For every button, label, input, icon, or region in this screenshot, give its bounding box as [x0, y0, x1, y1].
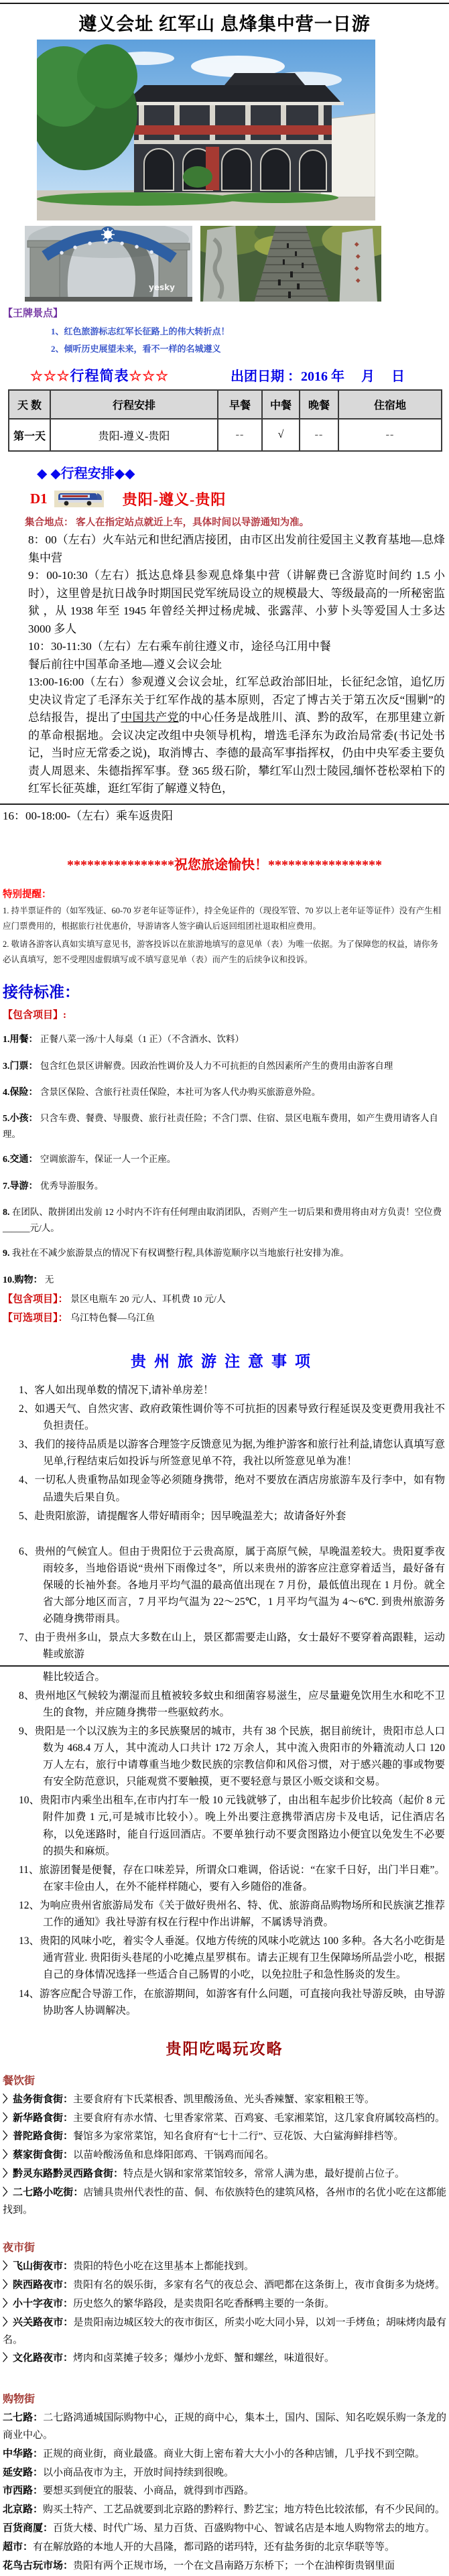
item-text: 正餐八菜一汤/十人每桌（1 正）（不含酒水、饮料）	[40, 1034, 245, 1045]
reception-item	[3, 1205, 446, 1235]
photo-zunyi-conference-site	[37, 40, 375, 220]
zunyi-building-illustration	[37, 40, 375, 220]
street-item	[3, 2465, 446, 2482]
highlight-item: 2、倾听历史展望未来，看不一样的名城遵义	[51, 344, 221, 354]
street-item	[3, 2350, 446, 2368]
street-label: 〉小十字夜市：	[3, 2298, 74, 2309]
street-label: 〉二七路小吃街：	[3, 2187, 84, 2198]
item-text: 无	[44, 1274, 54, 1285]
shopping-street-list	[3, 2410, 446, 2575]
itinerary-text: 的中心任务是战胜川、滇、黔的敌军，在那里建立新的革命根据地。会议决定改组中央领导机构，增选毛泽东为政治局常委(书记处书记，当时应无常委之说)，取消博古、李德的最高军事指挥权，仍由中央军委主要负责人周恩来、朱德指挥军事。登 365 级石阶，攀红军山烈士陵园,缅怀苍松翠柏下的红军长征英雄，逛红军街了解遵义特色，	[28, 711, 446, 795]
highlight-item: 1、红色旅游标志红军长征路上的伟大转折点！	[51, 326, 230, 336]
street-item	[3, 2128, 446, 2146]
itinerary-paragraph: 8：00（左右）火车站元和世纪酒店接团，由市区出发前往爱国主义教育基地—息烽集中营	[28, 533, 445, 564]
dining-street-list	[3, 2091, 446, 2219]
street-label: 〉黔灵东路黔灵西路食街：	[3, 2168, 124, 2179]
not-included-line	[3, 1292, 446, 1307]
item-text: 乌江特色餐—乌江鱼	[70, 1313, 155, 1324]
note-item: 1、客人如出现单数的情况下,请补单房差！	[19, 1384, 214, 1396]
street-label: 〉文化路夜市：	[3, 2353, 74, 2364]
street-label: 〉新华路食街：	[3, 2112, 74, 2124]
night-market-heading: 夜市街	[3, 2242, 36, 2254]
itinerary-paragraph: 9：00-10:30（左右）抵达息烽县参观息烽集中营（讲解费已含游览时间约 1.5 小时），这里曾是抗日战争时期国民党军统局设立的规模最大、等级最高的一所秘密监狱 ，从 1938 年至 1945 年曾经关押过杨虎城、张露萍、小萝卜头等爱国人士多达 3000 多人	[28, 569, 445, 635]
note-item: 5、赴贵阳旅游，请提醒客人带好晴雨伞；因早晚温差大；故请备好外套	[19, 1510, 346, 1522]
itinerary-heading: ◆ ◆行程安排◆◆	[37, 466, 135, 481]
item-label: 4.保险：	[3, 1088, 38, 1098]
svg-text:◆: ◆	[355, 253, 361, 260]
item-label: 10.购物：	[3, 1275, 43, 1285]
street-item	[3, 2558, 446, 2575]
svg-text:●: ●	[120, 241, 125, 246]
street-item	[3, 2539, 446, 2557]
highlights-section	[0, 306, 449, 355]
note-item: 6、贵州的气候宜人。但由于贵阳位于云贵高原，属于高原气候，早晚温差较大。贵阳夏季夜雨较多，当地俗语说“贵州下雨像过冬”，所以来贵州的游客应注意穿着适当，最好备有保暖的长袖外套。各地月平均气温的最高值出现在 7 月份，最低值出现在 1 月份。就全省大部分地区而言，7 月平均气温为 22～25℃，1 月平均气温为 4～6℃. 到贵州旅游务必随身携带雨具。	[19, 1545, 445, 1625]
schedule-title-row	[30, 365, 449, 385]
street-text: 正规的商业街，商业最盛。商业大街上密布着大大小小的各种店铺，几乎找不到空隙。	[43, 2448, 426, 2459]
street-text: 特点是火锅和家常菜馆较多，常常人满为患，最好提前占位子。	[123, 2168, 405, 2179]
col-dinner: 晚餐	[300, 390, 338, 419]
itinerary-paragraph: 餐后前往中国革命圣地—遵义会议会址	[28, 657, 222, 671]
street-item	[3, 2185, 446, 2219]
item-text: 含景区保险、含旅行社责任保险，本社可为客人代办购买旅游意外险。	[40, 1087, 321, 1098]
street-label: 北京路：	[3, 2504, 44, 2516]
stars-left-icon: ☆☆☆	[30, 368, 70, 384]
photo-red-army-mountain-steps	[200, 226, 381, 302]
street-text: 购买土特产、工艺品就要到北京路的黔粹行、黔艺宝；地方特色比较浓郁，有不少民间的。	[43, 2504, 446, 2516]
photo-row	[25, 226, 449, 302]
item-text: 只含车费、餐费、导服费、旅行社责任险；不含门票、住宿、景区电瓶车费用，如产生费用请客人自理。	[3, 1113, 438, 1139]
note-item-continuation: 鞋比较适合。	[43, 1671, 106, 1683]
svg-text:◆: ◆	[354, 265, 359, 272]
item-label: 8.	[3, 1208, 10, 1218]
note-item: 9、贵阳是一个以汉族为主的多民族聚居的城市，共有 38 个民族，据目前统计，贵阳市总人口数为 468.4 万人，其中流动人口共计 172 万余人，其中流入贵阳市的外籍流动人口 120 万人左右，旅行中请尊重当地少数民族的宗教信仰和风俗习惯，对于感兴趣的事或物要有安全防范意识，只能观赏不要触摸，更不要轻意与景区小贩交谈和交易。	[19, 1725, 445, 1788]
special-notice-item: 1. 持半票证件的（如军残证、60-70 岁老年证等证件），持全免证件的（现役军管、70 岁以上老年证等证件）没有产生相应门票费用的，根据旅行社优惠价，导游请客人签字确认后返回组团社退取相应费用。	[3, 905, 442, 931]
itinerary-text: 13:00-16:00（左右）参观遵义会议会址，红军总政治部旧址，长征纪念馆，追忆历史决议肯定了毛泽东关于红军作战的基本原则，否定了博古关于第五次反“围剿”的总结报告，提出了	[28, 675, 445, 724]
street-item	[3, 2446, 446, 2463]
street-text: 历史悠久的繁华路段，是卖贵阳名吃香酥鸭主要的一条街。	[73, 2298, 335, 2309]
table-row	[9, 419, 442, 451]
street-item	[3, 2502, 446, 2519]
reception-item	[3, 1273, 446, 1288]
shopping-street-heading: 购物街	[3, 2394, 36, 2406]
cell-day: 第一天	[9, 419, 50, 451]
schedule-table	[8, 389, 442, 452]
note-item: 12、为响应贵州省旅游局发布《关于做好贵州名、特、优、旅游商品购物场所和民族演艺推荐工作的通知》我社导游有权在行程中作出讲解，不属诱导消费。	[19, 1900, 445, 1929]
notes-list-continued	[19, 1669, 445, 2019]
departure-date: 出团日期 ：2016 年 月 日	[230, 369, 405, 384]
meeting-text: 客人在指定站点就近上车，具体时间以导游通知为准。	[76, 517, 310, 528]
itinerary-paragraph: 10：30-11:30（左右）左右乘车前往遵义市，途径乌江用中餐	[28, 640, 331, 653]
reception-item	[3, 1152, 446, 1167]
included-items-heading: 【包含项目】:	[3, 1010, 66, 1021]
item-text: 我社在不减少旅游景点的情况下有权调整行程,具体游览顺序以当地旅行社安排为准。	[11, 1248, 349, 1259]
red-army-steps-illustration	[200, 226, 381, 302]
reception-item	[3, 1179, 446, 1194]
item-text: 在团队、散拼团出发前 12 小时内不许有任何理由取消团队，否则产生一切后果和费用将由对方负责！空位费______元/人。	[3, 1207, 442, 1233]
street-text: 二七路鸿通城国际购物中心，正规的商中心，集本土，国内、国际、知名吃娱乐购一条龙的商业中心。	[3, 2412, 446, 2441]
item-label: 【包含项目】：	[3, 1293, 68, 1305]
note-item: 3、我们的接待品质是以游客合理签字反馈意见为据,为维护游客和旅行社利益,请您认真填写意见单,行程结束后如投诉与所签意见单不符，我社以所签意见单为准！	[19, 1439, 445, 1468]
svg-text:●: ●	[60, 250, 64, 255]
page-title: 遵义会址 红军山 息烽集中营一日游	[78, 14, 371, 34]
street-text: 餐馆多为家常菜馆，知名食府有“七十二行”、豆花饭、大白鲨海鲜排档等。	[73, 2131, 404, 2142]
street-text: 贵阳有名的娱乐街，多家有名气的夜总会、酒吧都在这条街上，夜市食街多为烧烤。	[73, 2280, 446, 2291]
notes-list	[19, 1382, 445, 1663]
svg-text:●: ●	[73, 245, 78, 250]
special-notice-section	[0, 887, 449, 968]
return-trip-line: 16：00-18:00-（左右）乘车返贵阳	[3, 809, 174, 822]
page-break-rule	[0, 803, 449, 805]
photo-xifeng-camp-gate	[25, 226, 192, 302]
street-item	[3, 2277, 446, 2295]
street-item	[3, 2166, 446, 2183]
note-item: 7、由于贵州多山，景点大多数在山上，景区都需要走山路，女士最好不要穿着高跟鞋，运动鞋或旅游	[19, 1632, 445, 1661]
underlined-text: 中国共产党	[121, 711, 179, 724]
photo-watermark: yesky	[149, 283, 175, 292]
street-label: 〉兴关路夜市：	[3, 2317, 74, 2328]
street-item	[3, 2483, 446, 2500]
cell-route: 贵阳-遵义-贵阳	[50, 419, 218, 451]
street-text: 以小商品夜市为主，开放时间持续到很晚。	[43, 2467, 235, 2478]
street-text: 贵阳有两个正规市场，一个在文昌南路万东桥下；一个在油榨街贵钢里面	[73, 2560, 395, 2571]
meeting-label: 集合地点：	[25, 517, 76, 528]
cell-lunch: √	[262, 419, 300, 451]
optional-items-line	[3, 1311, 446, 1326]
street-text: 贵阳的特色小吃在这里基本上都能找到。	[73, 2261, 255, 2272]
item-label: 6.交通：	[3, 1155, 38, 1165]
street-text: 以苗岭酸汤鱼和息烽阳郎鸡、干锅鸡而闻名。	[73, 2150, 275, 2161]
special-notice-item: 2. 敬请各游客认真如实填写意见书，游客投诉以在旅游地填写的意见单（表）为唯一依据。为了保障您的权益，请你务必认真填写，恕不受理因虚假填写或不填写意见单（表）而产生的后续争议和投诉。	[3, 939, 439, 965]
street-text: 店铺具贵州代表性的苗、侗、布依族特色的建筑风格，各州市的名优小吃在这都能找到。	[3, 2187, 446, 2215]
day1-heading-row	[30, 489, 449, 509]
item-label: 1.用餐：	[3, 1035, 38, 1045]
wish-line: ****************祝您旅途愉快！*****************	[67, 857, 382, 873]
note-item: 8、贵州地区气候较为潮湿而且植被较多蚊虫和细菌容易滋生，应尽量避免饮用生水和吃不卫生的食物，并应随身携带一些驱蚊药水。	[19, 1689, 445, 1718]
special-notice-heading: 特别提醒：	[3, 889, 52, 900]
street-label: 〉飞山街夜市：	[3, 2261, 74, 2272]
itinerary-paragraph	[28, 673, 445, 798]
street-text: 百货大楼、时代广场、星力百货、百盛购物中心、智诚名店是本地人购物常去的地方。	[53, 2522, 436, 2534]
svg-text:◆: ◆	[355, 277, 361, 284]
day1-route: 贵阳-遵义-贵阳	[122, 491, 227, 508]
guizhou-notes-heading: 贵州旅游注意事项	[131, 1352, 318, 1370]
street-item	[3, 2315, 446, 2349]
xifeng-gate-illustration	[25, 226, 192, 302]
day1-code: D1	[30, 491, 48, 507]
page-break-rule	[0, 1665, 449, 1667]
dining-street-heading: 餐饮街	[3, 2075, 36, 2087]
street-label: 延安路：	[3, 2467, 44, 2478]
note-item: 4、一切私人贵重物品如现金等必须随身携带，绝对不要放在酒店房旅游车及行李中，如有物品遗失后果自负。	[19, 1474, 445, 1503]
street-item	[3, 2091, 446, 2109]
schedule-title: 行程简表	[70, 368, 129, 384]
street-text: 是贵阳南边城区较大的夜市街区，所卖小吃大同小异，以刘一手烤鱼；胡味烤肉最有名。	[3, 2317, 446, 2345]
item-label: 【可选项目】：	[3, 1313, 68, 1324]
item-text: 景区电瓶车 20 元/人、耳机费 10 元/人	[70, 1294, 226, 1305]
meeting-point-line	[25, 515, 449, 529]
bus-icon	[54, 491, 104, 507]
reception-item	[3, 1246, 446, 1261]
street-text: 烤肉和卤菜摊子较多；爆炒小龙虾、蟹和螺丝，味道很好。	[73, 2353, 335, 2364]
svg-text:●: ●	[149, 249, 154, 255]
cell-lodging: --	[338, 419, 442, 451]
item-text: 优秀导游服务。	[40, 1180, 104, 1191]
stars-right-icon: ☆☆☆	[129, 368, 169, 384]
col-lunch: 中餐	[262, 390, 300, 419]
svg-text:●: ●	[104, 239, 109, 245]
reception-item	[3, 1111, 446, 1141]
note-item: 13、贵阳的风味小吃，着实令人垂涎。仅地方传统的风味小吃就达 100 多种。各大名小吃街是通宵营业. 贵阳街头巷尾的小吃摊点星罗棋布。请去正规有卫生保障场所品尝小吃，根据自己的身体情况选择一些适合自己肠胃的小吃，以免拉肚子和急性肠炎的发生。	[19, 1935, 445, 1981]
street-label: 〉陕西路夜市：	[3, 2280, 74, 2291]
street-label: 二七路：	[3, 2412, 44, 2424]
street-item	[3, 2410, 446, 2445]
col-breakfast: 早餐	[218, 390, 262, 419]
street-label: 花鸟古玩市场：	[3, 2560, 74, 2571]
item-label: 7.导游：	[3, 1181, 38, 1192]
street-item	[3, 2520, 446, 2538]
street-label: 〉蔡家街食街：	[3, 2150, 74, 2161]
reception-item	[3, 1032, 446, 1047]
street-label: 〉普陀路食街：	[3, 2131, 74, 2142]
reception-item	[3, 1059, 446, 1074]
street-label: 百货商厦：	[3, 2522, 54, 2534]
table-header-row	[9, 390, 442, 419]
item-text: 空调旅游车，保证一人一个正座。	[40, 1154, 176, 1165]
street-label: 〉盐务街食街：	[3, 2094, 74, 2105]
street-text: 主要食府有卞氏菜根香、凯里酸汤鱼、光头香辣蟹、家家粗粮王等。	[73, 2094, 375, 2105]
cell-dinner: --	[300, 419, 338, 451]
highlights-heading: 【王牌景点】	[3, 308, 64, 319]
street-text: 有在解放路的本地人开的大昌隆，都司路的诺玛特，还有盐务街的北京华联等等。	[33, 2541, 395, 2553]
item-label: 3.门票：	[3, 1061, 38, 1072]
note-item: 14、游客应配合导游工作，在旅游期间，如游客有什么问题，可直接向我社导游反映，由导游协助客人协调解决。	[19, 1988, 445, 2016]
guiyang-guide-heading: 贵阳吃喝玩攻略	[166, 2040, 283, 2057]
col-lodging: 住宿地	[338, 390, 442, 419]
note-item: 2、如遇天气、自然灾害、政府政策性调价等不可抗拒的因素导致行程延误及变更费用我社不负担责任。	[19, 1403, 445, 1432]
item-text: 包含红色景区讲解费。因政治性调价及人力不可抗拒的自然因素所产生的费用由游客自理	[40, 1060, 393, 1071]
itinerary-body	[28, 531, 445, 798]
street-label: 中华路：	[3, 2448, 44, 2459]
note-item: 10、贵阳市内乘坐出租车,在市内打车一般 10 元钱就够了，由出租车起步价比较高（起价 8 元附件加费 1 元,可是城市比较小）。晚上外出要注意携带酒店房卡及电话，记住酒店名称，以免迷路时，能自行返回酒店。不要单独行动不要贪图路边小便宜以免发生不必要的损失和麻烦。	[19, 1795, 445, 1857]
col-itinerary: 行程安排	[50, 390, 218, 419]
street-label: 超市：	[3, 2541, 34, 2553]
reception-standard-heading: 接待标准：	[3, 983, 80, 1001]
street-item	[3, 2147, 446, 2165]
street-text: 要想买到便宜的服装、小商品，就得到市西路。	[43, 2486, 255, 2497]
item-label: 9.	[3, 1248, 10, 1259]
top-divider	[0, 3, 449, 4]
cell-breakfast: --	[218, 419, 262, 451]
svg-text:●: ●	[88, 241, 92, 246]
street-label: 市西路：	[3, 2486, 44, 2497]
col-days: 天 数	[9, 390, 50, 419]
street-item	[3, 2296, 446, 2313]
reception-item	[3, 1085, 446, 1100]
street-text: 主要食府有赤水情、七里香家常菜、百鸡宴、毛家湘菜馆，这几家食府属较高档的。	[73, 2112, 446, 2124]
note-item: 11、旅游团餐是便餐，存在口味差异，所谓众口难调，俗话说：“在家千日好，出门半日难”。在家丰俭由人，在外不能样样随心，要有入乡随俗的准备。	[19, 1864, 445, 1892]
street-item	[3, 2110, 446, 2128]
svg-text:●: ●	[135, 244, 139, 249]
night-market-list	[3, 2258, 446, 2368]
item-label: 5.小孩：	[3, 1114, 38, 1124]
street-item	[3, 2258, 446, 2276]
svg-text:◆: ◆	[354, 241, 359, 248]
